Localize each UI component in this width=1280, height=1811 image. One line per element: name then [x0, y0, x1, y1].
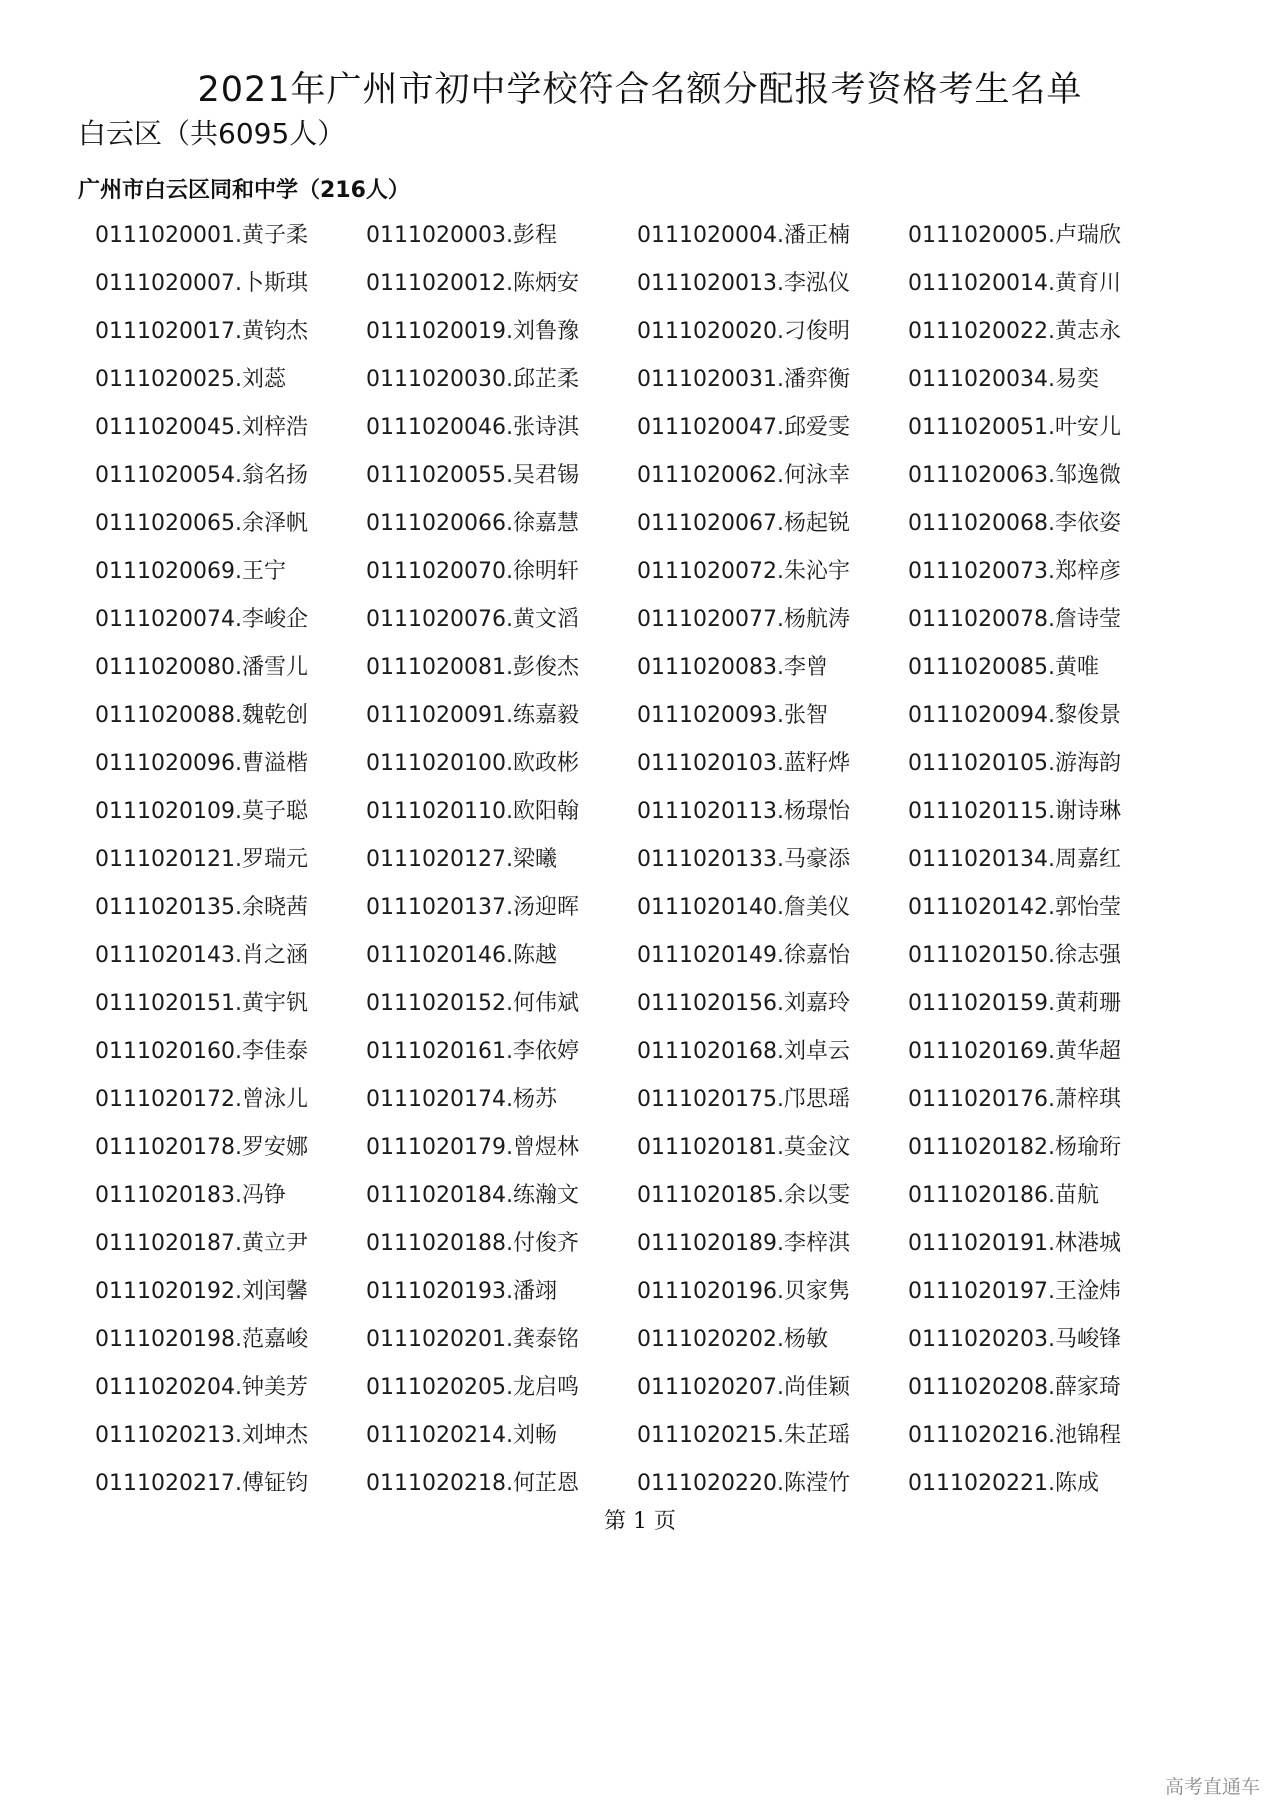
student-entry: 0111020017.黄钧杰 [95, 319, 308, 344]
student-entry: 0111020013.李泓仪 [637, 271, 850, 296]
student-entry: 0111020192.刘闰馨 [95, 1279, 308, 1304]
student-entry: 0111020110.欧阳翰 [366, 799, 579, 824]
student-entry: 0111020004.潘正楠 [637, 223, 850, 248]
student-entry: 0111020150.徐志强 [908, 943, 1121, 968]
student-entry: 0111020047.邱爱雯 [637, 415, 850, 440]
student-entry: 0111020168.刘卓云 [637, 1039, 850, 1064]
student-entry: 0111020161.李依婷 [366, 1039, 579, 1064]
student-entry: 0111020077.杨航涛 [637, 607, 850, 632]
student-entry: 0111020221.陈成 [908, 1471, 1099, 1496]
student-entry: 0111020187.黄立尹 [95, 1231, 308, 1256]
student-entry: 0111020169.黄华超 [908, 1039, 1121, 1064]
student-entry: 0111020055.吴君锡 [366, 463, 579, 488]
student-entry: 0111020031.潘弈衡 [637, 367, 850, 392]
student-entry: 0111020160.李佳泰 [95, 1039, 308, 1064]
student-entry: 0111020012.陈炳安 [366, 271, 579, 296]
school-heading: 广州市白云区同和中学（216人） [78, 178, 410, 203]
student-entry: 0111020007.卜斯琪 [95, 271, 308, 296]
student-entry: 0111020198.范嘉峻 [95, 1327, 308, 1352]
student-entry: 0111020146.陈越 [366, 943, 557, 968]
student-entry: 0111020005.卢瑞欣 [908, 223, 1121, 248]
student-entry: 0111020142.郭怡莹 [908, 895, 1121, 920]
student-entry: 0111020020.刁俊明 [637, 319, 850, 344]
student-entry: 0111020080.潘雪儿 [95, 655, 308, 680]
student-entry: 0111020045.刘梓浩 [95, 415, 308, 440]
student-entry: 0111020083.李曾 [637, 655, 828, 680]
student-entry: 0111020121.罗瑞元 [95, 847, 308, 872]
student-entry: 0111020137.汤迎晖 [366, 895, 579, 920]
student-entry: 0111020022.黄志永 [908, 319, 1121, 344]
student-entry: 0111020014.黄育川 [908, 271, 1121, 296]
student-entry: 0111020127.梁曦 [366, 847, 557, 872]
student-entry: 0111020189.李梓淇 [637, 1231, 850, 1256]
student-entry: 0111020135.余晓茜 [95, 895, 308, 920]
student-entry: 0111020105.游海韵 [908, 751, 1121, 776]
student-entry: 0111020094.黎俊景 [908, 703, 1121, 728]
student-entry: 0111020174.杨苏 [366, 1087, 557, 1112]
student-entry: 0111020175.邝思瑶 [637, 1087, 850, 1112]
student-roster [95, 212, 1235, 1508]
student-entry: 0111020149.徐嘉怡 [637, 943, 850, 968]
student-entry: 0111020193.潘翊 [366, 1279, 557, 1304]
student-entry: 0111020183.冯铮 [95, 1183, 286, 1208]
student-entry: 0111020204.钟美芳 [95, 1375, 308, 1400]
student-entry: 0111020179.曾煜林 [366, 1135, 579, 1160]
student-entry: 0111020066.徐嘉慧 [366, 511, 579, 536]
student-entry: 0111020070.徐明轩 [366, 559, 579, 584]
student-entry: 0111020133.马豪添 [637, 847, 850, 872]
student-entry: 0111020185.余以雯 [637, 1183, 850, 1208]
student-entry: 0111020188.付俊齐 [366, 1231, 579, 1256]
student-entry: 0111020143.肖之涵 [95, 943, 308, 968]
student-entry: 0111020074.李峻企 [95, 607, 308, 632]
student-entry: 0111020196.贝家隽 [637, 1279, 850, 1304]
student-entry: 0111020134.周嘉红 [908, 847, 1121, 872]
student-entry: 0111020088.魏乾创 [95, 703, 308, 728]
student-entry: 0111020051.叶安儿 [908, 415, 1121, 440]
student-entry: 0111020109.莫子聪 [95, 799, 308, 824]
district-heading: 白云区（共6095人） [78, 117, 346, 150]
student-entry: 0111020067.杨起锐 [637, 511, 850, 536]
watermark: 高考直通车 [1164, 1776, 1260, 1798]
student-entry: 0111020063.邹逸微 [908, 463, 1121, 488]
student-entry: 0111020096.曹溢楷 [95, 751, 308, 776]
student-entry: 0111020197.王淦炜 [908, 1279, 1121, 1304]
student-entry: 0111020076.黄文滔 [366, 607, 579, 632]
student-entry: 0111020159.黄莉珊 [908, 991, 1121, 1016]
student-entry: 0111020172.曾泳儿 [95, 1087, 308, 1112]
student-entry: 0111020191.林港城 [908, 1231, 1121, 1256]
student-entry: 0111020034.易奕 [908, 367, 1099, 392]
student-entry: 0111020019.刘鲁豫 [366, 319, 579, 344]
student-entry: 0111020068.李依姿 [908, 511, 1121, 536]
student-entry: 0111020152.何伟斌 [366, 991, 579, 1016]
student-entry: 0111020217.傅钲钧 [95, 1471, 308, 1496]
student-entry: 0111020213.刘坤杰 [95, 1423, 308, 1448]
student-entry: 0111020218.何芷恩 [366, 1471, 579, 1496]
student-entry: 0111020103.蓝籽烨 [637, 751, 850, 776]
student-entry: 0111020115.谢诗琳 [908, 799, 1121, 824]
student-entry: 0111020001.黄子柔 [95, 223, 308, 248]
student-entry: 0111020208.薛家琦 [908, 1375, 1121, 1400]
student-entry: 0111020065.余泽帆 [95, 511, 308, 536]
student-entry: 0111020100.欧政彬 [366, 751, 579, 776]
student-entry: 0111020062.何泳幸 [637, 463, 850, 488]
student-entry: 0111020186.苗航 [908, 1183, 1099, 1208]
student-entry: 0111020069.王宁 [95, 559, 286, 584]
student-entry: 0111020201.龚泰铭 [366, 1327, 579, 1352]
student-entry: 0111020202.杨敏 [637, 1327, 828, 1352]
student-entry: 0111020207.尚佳颖 [637, 1375, 850, 1400]
student-entry: 0111020182.杨瑜珩 [908, 1135, 1121, 1160]
student-entry: 0111020216.池锦程 [908, 1423, 1121, 1448]
student-entry: 0111020091.练嘉毅 [366, 703, 579, 728]
student-entry: 0111020072.朱沁宇 [637, 559, 850, 584]
student-entry: 0111020178.罗安娜 [95, 1135, 308, 1160]
student-entry: 0111020220.陈滢竹 [637, 1471, 850, 1496]
student-entry: 0111020025.刘蕊 [95, 367, 286, 392]
page-number: 第 1 页 [604, 1509, 676, 1534]
student-entry: 0111020215.朱芷瑶 [637, 1423, 850, 1448]
student-entry: 0111020214.刘畅 [366, 1423, 557, 1448]
student-entry: 0111020046.张诗淇 [366, 415, 579, 440]
student-entry: 0111020113.杨璟怡 [637, 799, 850, 824]
student-entry: 0111020085.黄唯 [908, 655, 1099, 680]
student-entry: 0111020176.萧梓琪 [908, 1087, 1121, 1112]
student-entry: 0111020140.詹美仪 [637, 895, 850, 920]
student-entry: 0111020073.郑梓彦 [908, 559, 1121, 584]
student-entry: 0111020205.龙启鸣 [366, 1375, 579, 1400]
student-entry: 0111020030.邱芷柔 [366, 367, 579, 392]
student-entry: 0111020081.彭俊杰 [366, 655, 579, 680]
student-entry: 0111020184.练瀚文 [366, 1183, 579, 1208]
student-entry: 0111020203.马峻锋 [908, 1327, 1121, 1352]
student-entry: 0111020093.张智 [637, 703, 828, 728]
student-entry: 0111020156.刘嘉玲 [637, 991, 850, 1016]
student-entry: 0111020078.詹诗莹 [908, 607, 1121, 632]
student-entry: 0111020054.翁名扬 [95, 463, 308, 488]
student-entry: 0111020003.彭程 [366, 223, 557, 248]
document-title: 2021年广州市初中学校符合名额分配报考资格考生名单 [197, 70, 1083, 110]
student-entry: 0111020151.黄宇钒 [95, 991, 308, 1016]
student-entry: 0111020181.莫金汶 [637, 1135, 850, 1160]
